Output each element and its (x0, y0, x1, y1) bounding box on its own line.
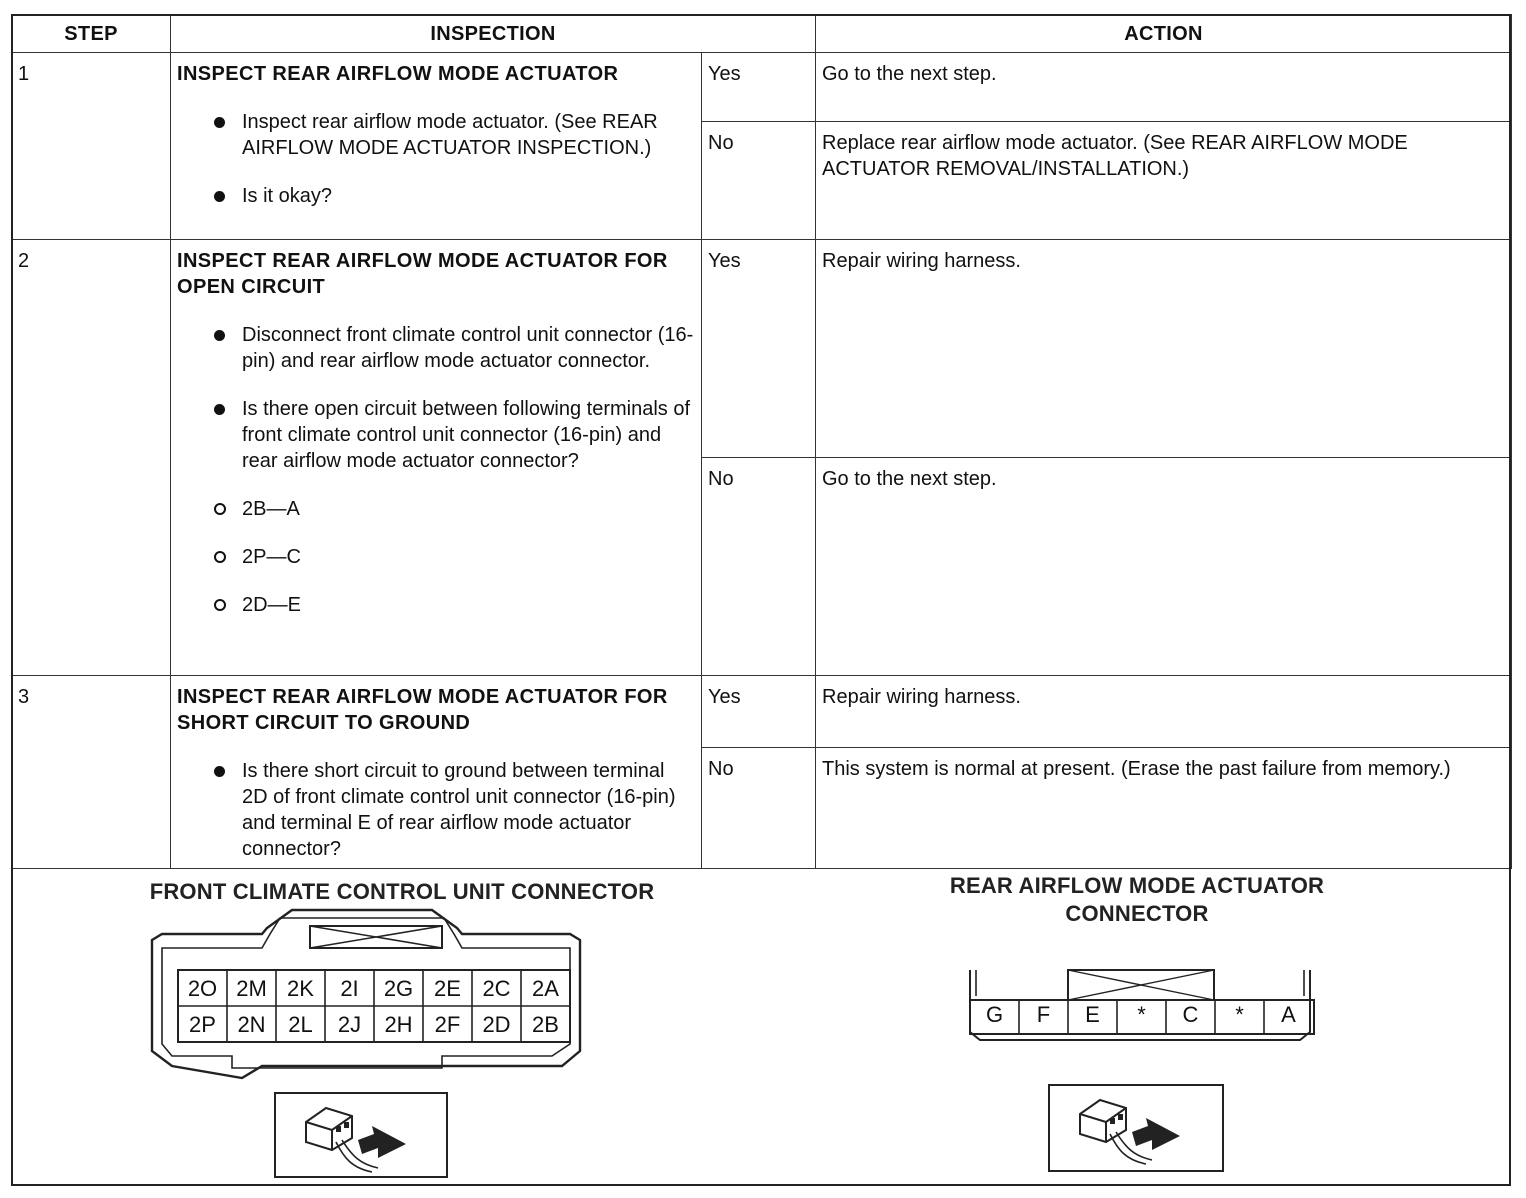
pin-label: 2F (434, 1012, 461, 1037)
yes-action: Go to the next step. (816, 53, 1512, 122)
no-action: Go to the next step. (816, 458, 1512, 676)
pin-label: 2G (383, 976, 414, 1001)
step-number: 2 (12, 240, 171, 676)
pin-label: A (1281, 1002, 1296, 1027)
connector-diagrams (12, 866, 1510, 1184)
rear-connector-title (892, 872, 1382, 928)
yes-action: Repair wiring harness. (816, 240, 1512, 458)
rear-connector-title-line1: REAR AIRFLOW MODE ACTUATOR (949, 873, 1325, 898)
no-label: No (702, 458, 816, 676)
pin-label: 2I (340, 976, 359, 1001)
front-connector-title: FRONT CLIMATE CONTROL UNIT CONNECTOR (149, 879, 655, 904)
pin-label: F (1036, 1002, 1051, 1027)
pin-label: 2K (287, 976, 314, 1001)
terminal-pair: 2D—E (242, 592, 695, 618)
yes-label: Yes (702, 240, 816, 458)
pin-label: 2J (337, 1012, 362, 1037)
pin-label: 2A (532, 976, 559, 1001)
pin-label: C (1182, 1002, 1199, 1027)
pin-label: * (1137, 1002, 1146, 1027)
bullet-item: Inspect rear airflow mode actuator. (See REAR AIRFLOW MODE ACTUATOR INSPECTION.) (242, 109, 695, 161)
rear-connector-title-line2: CONNECTOR (1065, 901, 1209, 926)
pin-label: E (1085, 1002, 1100, 1027)
step-header: STEP (12, 15, 171, 53)
harness-side-icon (274, 1092, 448, 1178)
pin-label: * (1235, 1002, 1244, 1027)
yes-label: Yes (702, 676, 816, 748)
pin-label: 2D (482, 1012, 511, 1037)
yes-action: Repair wiring harness. (816, 676, 1512, 748)
terminal-pair: 2P—C (242, 544, 695, 570)
action-header: ACTION (816, 15, 1512, 53)
pin-label: 2M (236, 976, 267, 1001)
bullet-item: Is there short circuit to ground between terminal 2D of front climate control unit connector (16-pin) and terminal E of rear airflow mode actuator connector? (242, 758, 695, 862)
yes-label: Yes (702, 53, 816, 122)
pin-label: 2O (187, 976, 218, 1001)
step-title: INSPECT REAR AIRFLOW MODE ACTUATOR (177, 63, 619, 85)
bullet-item: Disconnect front climate control unit connector (16-pin) and rear airflow mode actuator connector. (242, 324, 694, 372)
step-title: INSPECT REAR AIRFLOW MODE ACTUATOR FOR SHORT CIRCUIT TO GROUND (177, 686, 668, 734)
terminal-pair: 2B—A (242, 496, 695, 522)
harness-side-icon (1048, 1084, 1224, 1172)
pin-label: 2B (532, 1012, 559, 1037)
step-number: 3 (12, 676, 171, 869)
step-title: INSPECT REAR AIRFLOW MODE ACTUATOR FOR OPEN CIRCUIT (177, 250, 668, 298)
pin-label: 2N (237, 1012, 266, 1037)
no-label: No (702, 747, 816, 868)
pin-label: 2L (288, 1012, 313, 1037)
bullet-item: Is there open circuit between following terminals of front climate control unit connector (16-pin) and rear airflow mode actuator connector? (242, 396, 695, 474)
pin-label: 2E (434, 976, 461, 1001)
no-action: Replace rear airflow mode actuator. (See REAR AIRFLOW MODE ACTUATOR REMOVAL/INSTALLATION.) (816, 122, 1512, 240)
pin-label: 2H (384, 1012, 413, 1037)
inspection-header: INSPECTION (171, 15, 816, 53)
bullet-item: Is it okay? (242, 183, 695, 209)
step-number: 1 (12, 53, 171, 240)
pin-label: G (985, 1002, 1004, 1027)
no-label: No (702, 122, 816, 240)
pin-label: 2C (482, 976, 511, 1001)
no-action: This system is normal at present. (Erase the past failure from memory.) (816, 747, 1512, 868)
pin-label: 2P (189, 1012, 216, 1037)
